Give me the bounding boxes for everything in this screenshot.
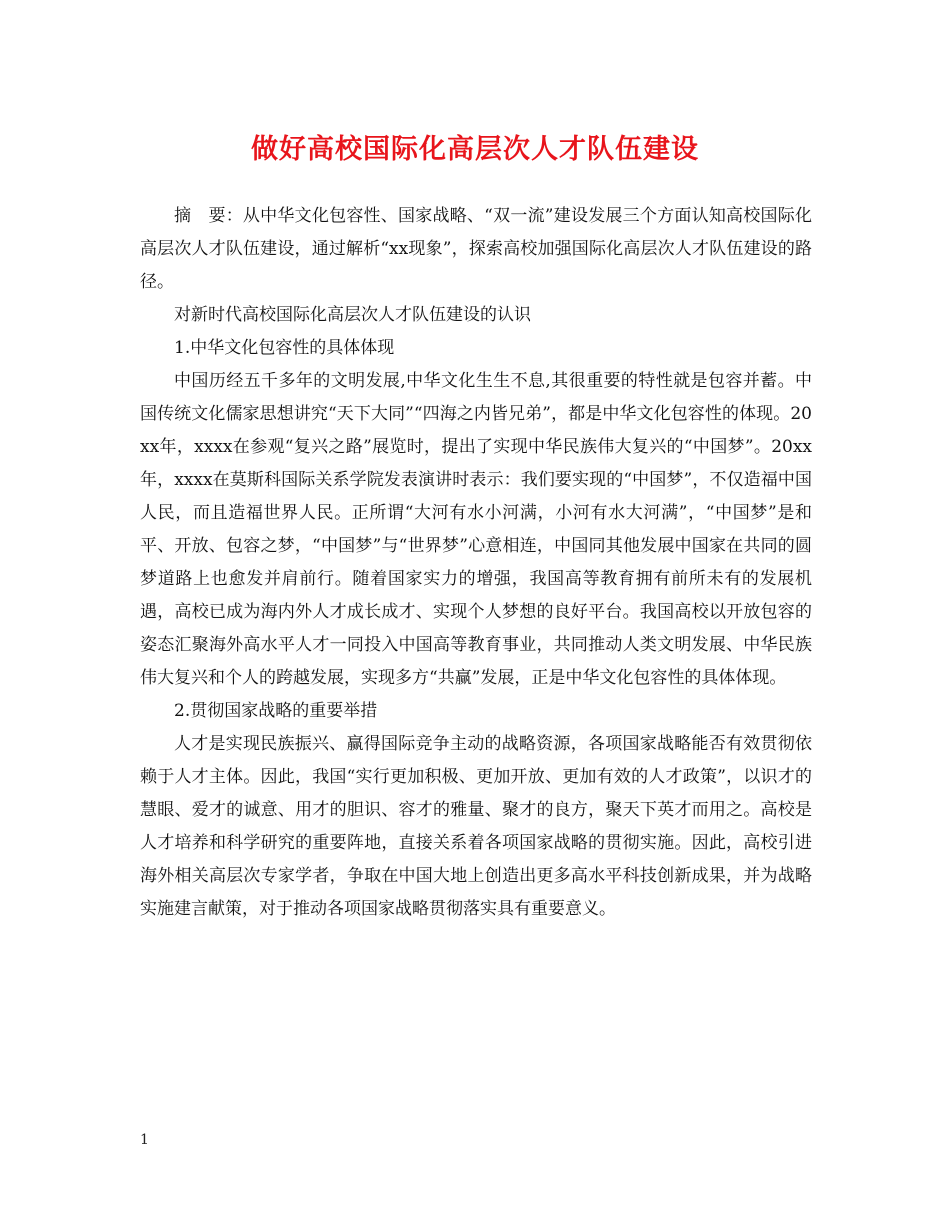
page-number: 1 xyxy=(140,1132,149,1148)
body-paragraph: 中国历经五千多年的文明发展,中华文化生生不息,其很重要的特性就是包容并蓄。中国传统文化儒家思想讲究“天下大同”“四海之内皆兄弟”，都是中华文化包容性的体现。20xx年，xxxx在参观“复兴之路”展览时，提出了实现中华民族伟大复兴的“中国梦”。20xx年，xxxx在莫斯科国际关系学院发表演讲时表示：我们要实现的“中国梦”，不仅造福中国人民，而且造福世界人民。正所谓“大河有水小河满，小河有水大河满”，“中国梦”是和平、开放、包容之梦，“中国梦”与“世界梦”心意相连，中国同其他发展中国家在共同的圆梦道路上也愈发并肩前行。随着国家实力的增强，我国高等教育拥有前所未有的发展机遇，高校已成为海内外人才成长成才、实现个人梦想的良好平台。我国高校以开放包容的姿态汇聚海外高水平人才一同投入中国高等教育事业，共同推动人类文明发展、中华民族伟大复兴和个人的跨越发展，实现多方“共赢”发展，正是中华文化包容性的具体体现。 xyxy=(140,371,812,688)
section-heading: 对新时代高校国际化高层次人才队伍建设的认识 xyxy=(174,305,531,325)
subsection-heading: 1.中华文化包容性的具体体现 xyxy=(174,338,395,358)
abstract-paragraph: 摘 要：从中华文化包容性、国家战略、“双一流”建设发展三个方面认知高校国际化高层次人才队伍建设，通过解析“xx现象”，探索高校加强国际化高层次人才队伍建设的路径。 xyxy=(140,206,812,292)
document-body xyxy=(140,200,812,926)
body-paragraph: 人才是实现民族振兴、赢得国际竞争主动的战略资源，各项国家战略能否有效贯彻依赖于人才主体。因此，我国“实行更加积极、更加开放、更加有效的人才政策”，以识才的慧眼、爱才的诚意、用才的胆识、容才的雅量、聚才的良方，聚天下英才而用之。高校是人才培养和科学研究的重要阵地，直接关系着各项国家战略的贯彻实施。因此，高校引进海外相关高层次专家学者，争取在中国大地上创造出更多高水平科技创新成果，并为战略实施建言献策，对于推动各项国家战略贯彻落实具有重要意义。 xyxy=(140,734,812,919)
subsection-heading: 2.贯彻国家战略的重要举措 xyxy=(174,701,378,721)
document-title: 做好高校国际化高层次人才队伍建设 xyxy=(251,134,699,165)
